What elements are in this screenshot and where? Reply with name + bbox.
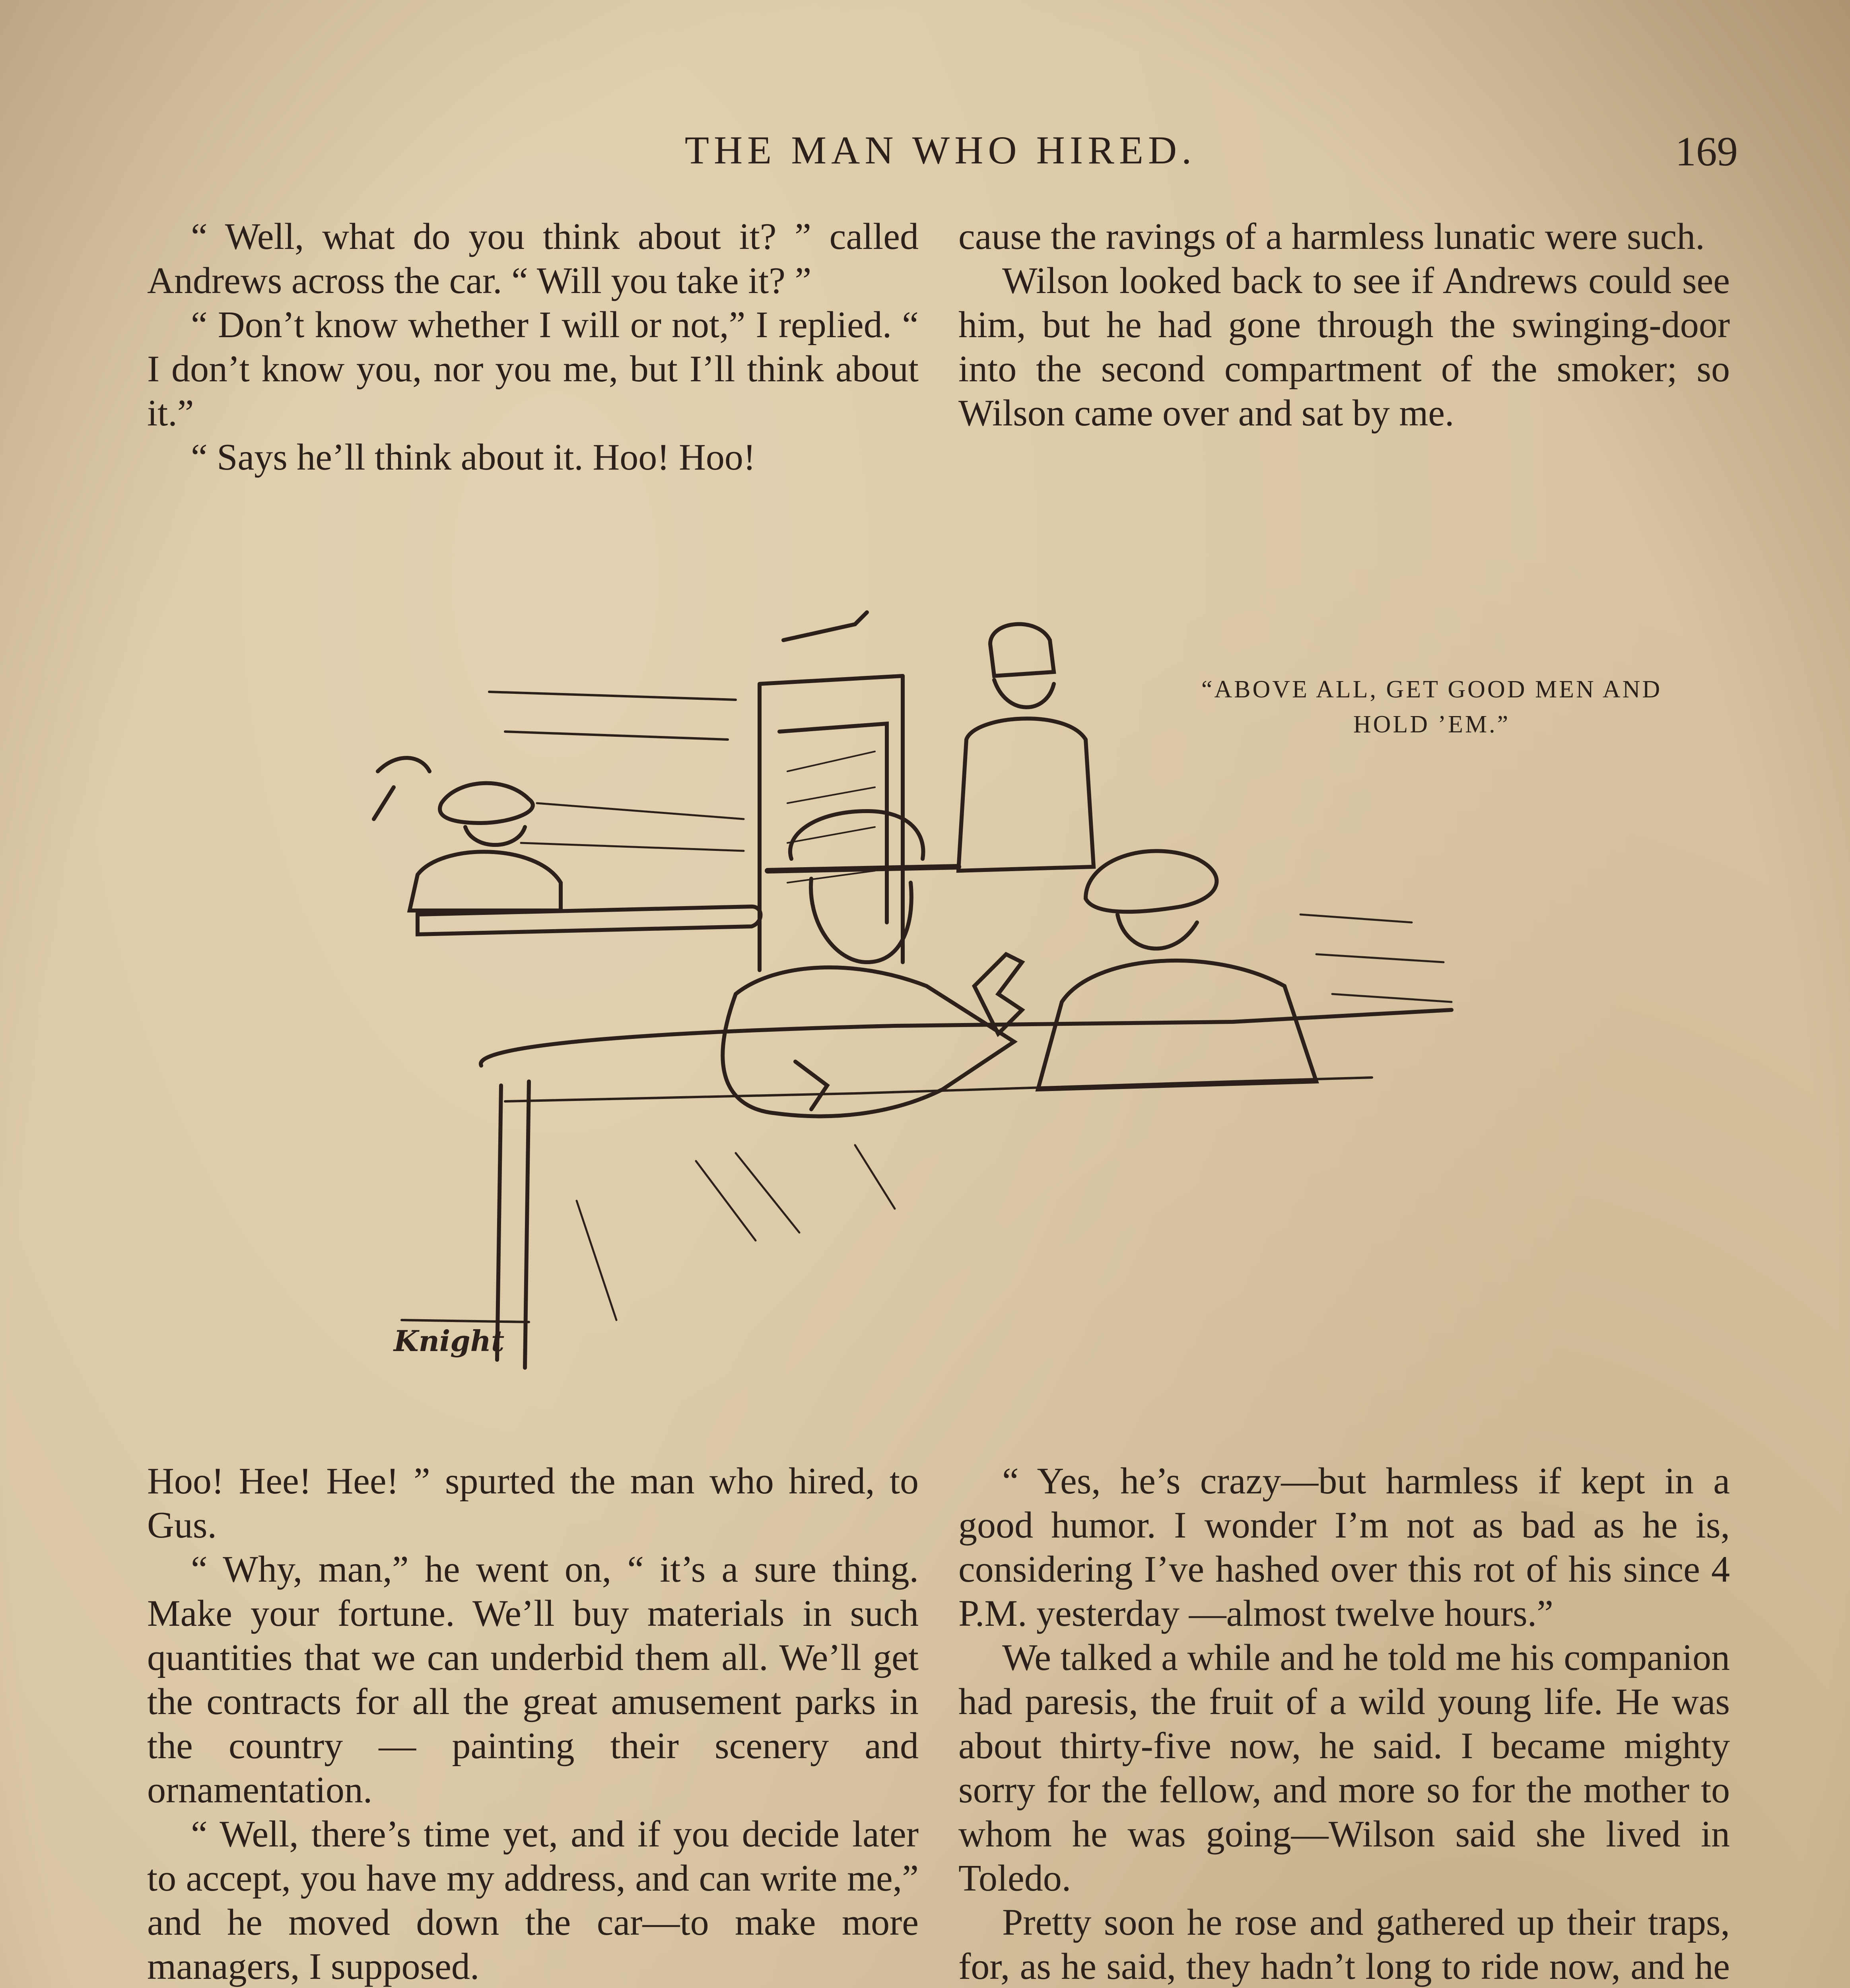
paragraph: “ Why, man,” he went on, “ it’s a sure thing. Make your fortune. We’ll buy materials in such quantities that we can underbid them all. We’ll get the contracts for all the great amusement parks in the country — painting their scenery and ornamentation. xyxy=(147,1549,919,1811)
illustration-caption: “ABOVE ALL, GET GOOD MEN AND HOLD ’EM.” xyxy=(1201,676,1662,738)
text-column-top-right xyxy=(958,215,1730,435)
paragraph: Wilson looked back to see if Andrews could see him, but he had gone through the swinging-door into the second compartment of the smoker; so Wilson came over and sat by me. xyxy=(958,260,1730,434)
paragraph: cause the ravings of a harmless lunatic were such. xyxy=(958,216,1705,257)
paragraph: We talked a while and he told me his companion had paresis, the fruit of a wild young life. He was about thirty-five now, he said. I became mighty sorry for the fellow, and more so for the mother to whom he was going—Wilson said she lived in Toledo. xyxy=(958,1637,1730,1899)
page-number: 169 xyxy=(1675,128,1738,175)
paragraph: “ Don’t know whether I will or not,” I replied. “ I don’t know you, nor you me, but I’ll think about it.” xyxy=(147,304,919,434)
paragraph: “ Says he’ll think about it. Hoo! Hoo! xyxy=(191,437,756,478)
text-column-bottom-right xyxy=(958,1459,1730,1988)
paragraph: Hoo! Hee! Hee! ” spurted the man who hired, to Gus. xyxy=(147,1460,919,1546)
artist-signature: Knight xyxy=(394,1324,505,1358)
text-column-top-left xyxy=(147,215,919,480)
paragraph: Pretty soon he rose and gathered up their traps, for, as he said, they hadn’t long to ride now, and he xyxy=(958,1902,1730,1987)
paragraph: “ Yes, he’s crazy—but harmless if kept in a good humor. I wonder I’m not as bad as he is, considering I’ve hashed over this rot of his since 4 P.M. yesterday —almost twelve hours.” xyxy=(958,1460,1730,1634)
paragraph: “ Well, there’s time yet, and if you decide later to accept, you have my address, and can write me,” and he moved down the car—to make more managers, I supposed. xyxy=(147,1813,919,1987)
running-head: THE MAN WHO HIRED. xyxy=(684,128,1197,172)
page-header xyxy=(147,119,1738,191)
text-column-bottom-left xyxy=(147,1459,919,1988)
paragraph: “ Well, what do you think about it? ” called Andrews across the car. “ Will you take it? ” xyxy=(147,216,919,301)
